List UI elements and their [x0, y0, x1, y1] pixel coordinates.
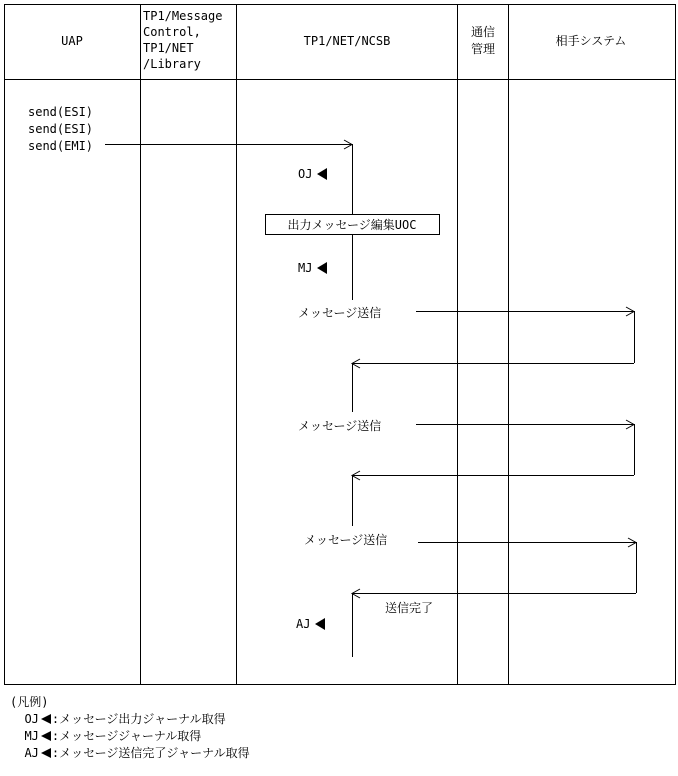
legend [10, 694, 250, 762]
legend-desc-aj: :メッセージ送信完了ジャーナル取得 [51, 746, 250, 760]
diagram-frame [5, 5, 676, 685]
lane-header-tp1-line4: /Library [143, 57, 201, 71]
legend-title: (凡例) [10, 695, 49, 709]
journal-marker-oj [317, 168, 327, 180]
legend-row-mj [10, 728, 250, 745]
uoc-box-label: 出力メッセージ編集UOC [287, 218, 417, 232]
lane-header-ncsb: TP1/NET/NCSB [303, 34, 391, 48]
lane-header-comm-line2: 管理 [470, 42, 496, 56]
legend-code-oj: OJ [24, 712, 39, 726]
lane-header-tp1-line2: Control, [143, 25, 201, 39]
journal-label-aj: AJ [296, 617, 311, 631]
lane-header-tp1-line1: TP1/Message [143, 9, 223, 23]
triangle-left-icon [41, 714, 51, 724]
legend-code-mj: MJ [24, 729, 39, 743]
send-call-3: send(EMI) [28, 139, 94, 153]
send-call-2: send(ESI) [28, 122, 94, 136]
send-complete-label: 送信完了 [385, 601, 434, 615]
lane-header-tp1-line3: TP1/NET [143, 41, 194, 55]
triangle-left-icon [41, 731, 51, 741]
legend-desc-mj: :メッセージジャーナル取得 [51, 729, 202, 743]
legend-row-aj [10, 745, 250, 762]
triangle-left-icon [41, 748, 51, 758]
legend-row-oj [10, 711, 250, 728]
send-call-1: send(ESI) [28, 105, 94, 119]
message-send-label-2: メッセージ送信 [298, 419, 382, 433]
lane-header-uap: UAP [61, 34, 83, 48]
message-send-label-1: メッセージ送信 [298, 306, 382, 320]
message-send-label-3: メッセージ送信 [304, 533, 388, 547]
journal-marker-aj [315, 618, 325, 630]
legend-code-aj: AJ [24, 746, 39, 760]
lane-header-partner: 相手システム [555, 34, 627, 48]
journal-label-oj: OJ [298, 167, 313, 181]
legend-desc-oj: :メッセージ出力ジャーナル取得 [51, 712, 226, 726]
journal-marker-mj [317, 262, 327, 274]
lane-header-comm-line1: 通信 [470, 25, 496, 39]
journal-label-mj: MJ [298, 261, 313, 275]
